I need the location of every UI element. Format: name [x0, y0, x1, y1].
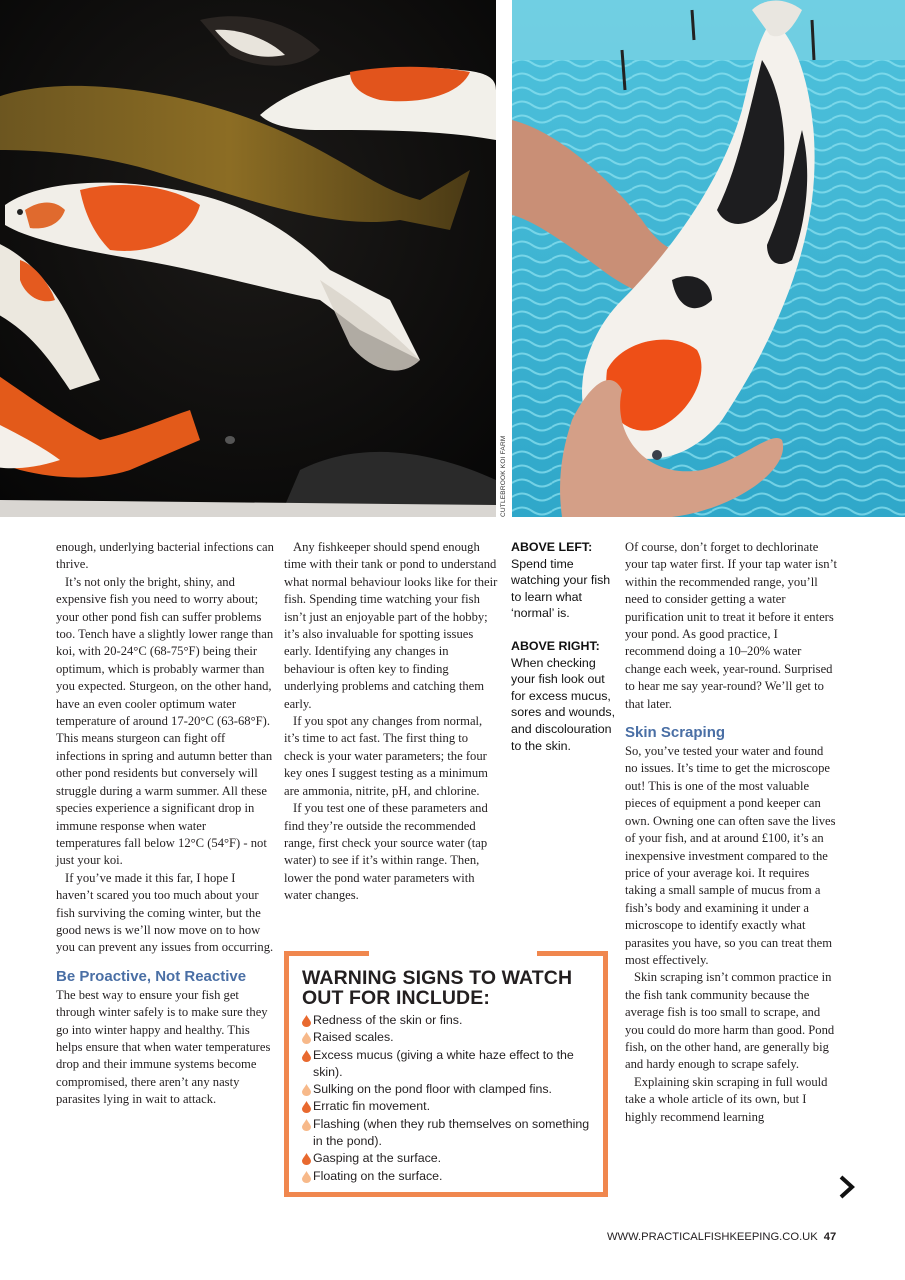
list-item-text: Gasping at the surface. [313, 1151, 442, 1166]
list-item [302, 1029, 593, 1046]
list-item [302, 1047, 593, 1082]
list-item [302, 1012, 593, 1029]
caption-above-right [511, 638, 615, 754]
article-column-1 [56, 539, 274, 1109]
paragraph: If you’ve made it this far, I hope I haven’t scared you too much about your fish surviving the coming winter, but the good news is we’ll now move on to how you can prevent any issues from occurring. [56, 870, 274, 955]
chevron-right-icon[interactable] [838, 1175, 856, 1199]
section-heading-be-proactive: Be Proactive, Not Reactive [56, 967, 247, 985]
caption-label: ABOVE LEFT: [511, 540, 593, 554]
list-item-text: Sulking on the pond floor with clamped fins. [313, 1082, 553, 1097]
photo-captions [511, 539, 615, 770]
list-item-text: Redness of the skin or fins. [313, 1013, 463, 1027]
warning-signs-box [284, 951, 608, 1197]
list-item [302, 1081, 593, 1098]
caption-label: ABOVE RIGHT: [511, 638, 600, 653]
article-column-4 [625, 539, 838, 1126]
droplet-icon [302, 1171, 311, 1183]
section-heading-skin-scraping: Skin Scraping [625, 724, 726, 742]
paragraph: Skin scraping isn’t common practice in the fish tank community because the average fish is too small to scrape, and you could do more harm than good. Pond fish, on the other hand, are generally big and hardy enough to scrape safely. [625, 970, 835, 1072]
photo-koi-in-hands [512, 0, 905, 517]
list-item [302, 1116, 593, 1151]
list-item-text: Flashing (when they rub themselves on something in the pond). [313, 1116, 590, 1149]
photo-koi-pond [0, 0, 496, 517]
article-column-2 [284, 539, 500, 905]
list-item-text: Raised scales. [313, 1030, 394, 1045]
paragraph: It’s not only the bright, shiny, and expensive fish you need to worry about; your other pond fish can suffer problems too. Tench have a slightly lower range than koi, with 20-24°C (68-75°F) being their optimum, which is probably warmer than you expected. Sturgeon, on the other hand, have an even cooler optimum water temperature of around 17-20°C (63-68°F). This means sturgeon can fight off infections in spring and autumn better than other pond residents but conversely will struggle during a warm summer. All these species experience a significant drop in immune response when water temperatures fall below 12°C (54°F) - not just your koi. [56, 574, 274, 868]
page-footer [607, 1231, 836, 1243]
droplet-icon [302, 1153, 311, 1165]
caption-above-left [511, 539, 615, 622]
droplet-icon [302, 1101, 311, 1113]
paragraph: The best way to ensure your fish get through winter safely is to make sure they go into winter happy and healthy. This helps ensure that when water temperatures drop and their immune systems become compromised, there aren’t any nasty parasites lying in wait to attack. [56, 987, 271, 1107]
warning-box-title: WARNING SIGNS TO WATCH OUT FOR INCLUDE: [302, 967, 573, 1009]
page-number: 47 [823, 1231, 837, 1243]
droplet-icon [302, 1050, 311, 1062]
list-item-text: Excess mucus (giving a white haze effect to the skin). [313, 1047, 574, 1079]
koi-pond-illustration [0, 0, 496, 517]
paragraph: If you spot any changes from normal, it’s time to act fast. The first thing to check is your water parameters; the four key ones I suggest testing as a minimum are ammonia, nitrite, pH, and chlorine. [284, 714, 488, 798]
border-gap [369, 950, 537, 958]
footer-url[interactable]: WWW.PRACTICALFISHKEEPING.CO.UK [607, 1231, 818, 1243]
photo-credit: CUTLEBROOK KOI FARM [500, 435, 507, 517]
koi-held-illustration [512, 0, 905, 517]
list-item-text: Floating on the surface. [313, 1168, 443, 1183]
warning-list [289, 1012, 603, 1185]
droplet-icon [302, 1032, 311, 1044]
caption-text: When checking your fish look out for excess mucus, sores and wounds, and discolouration to the skin. [511, 655, 616, 753]
droplet-icon [302, 1015, 311, 1027]
list-item [302, 1098, 593, 1115]
paragraph: enough, underlying bacterial infections can thrive. [56, 540, 274, 572]
paragraph: Any fishkeeper should spend enough time with their tank or pond to understand what normal behaviour looks like for their fish. Spending time watching your fish isn’t just an enjoyable part of the hobby; it’s also invaluable for spotting issues early. Identifying any changes in behaviour is often key to finding underlying problems and catching them early. [284, 540, 498, 711]
droplet-icon [302, 1119, 311, 1131]
paragraph: If you test one of these parameters and find they’re outside the recommended range, first check your source water (tap water) to see if it’s within range. Then, lower the pond water parameters with water changes. [284, 801, 488, 903]
paragraph: So, you’ve tested your water and found no issues. It’s time to get the microscope out! This is one of the most valuable pieces of equipment a pond keeper can own. Owning one can often save the lives of your fish, and at around £100, it’s an inexpensive investment compared to the price of your average koi. It requires taking a small sample of mucus from a fish’s body and examining it under a microscope to identify exactly what parasites you have, so you can treat them most effectively. [625, 744, 836, 967]
list-item [302, 1168, 593, 1185]
caption-text: Spend time watching your fish to learn what ‘normal’ is. [511, 556, 611, 621]
list-item [302, 1150, 593, 1167]
paragraph: Explaining skin scraping in full would take a whole article of its own, but I highly recommend learning [625, 1074, 828, 1124]
droplet-icon [302, 1084, 311, 1096]
paragraph: Of course, don’t forget to dechlorinate your tap water first. If your tap water isn’t within the recommended range, you’ll need to consider getting a water purification unit to treat it before it enters your pond. As good practice, I recommend doing a 10–20% water change each week, year-round. Surprised to hear me say year-round? We’ll get to that later. [625, 540, 838, 711]
list-item-text: Erratic fin movement. [313, 1099, 431, 1114]
